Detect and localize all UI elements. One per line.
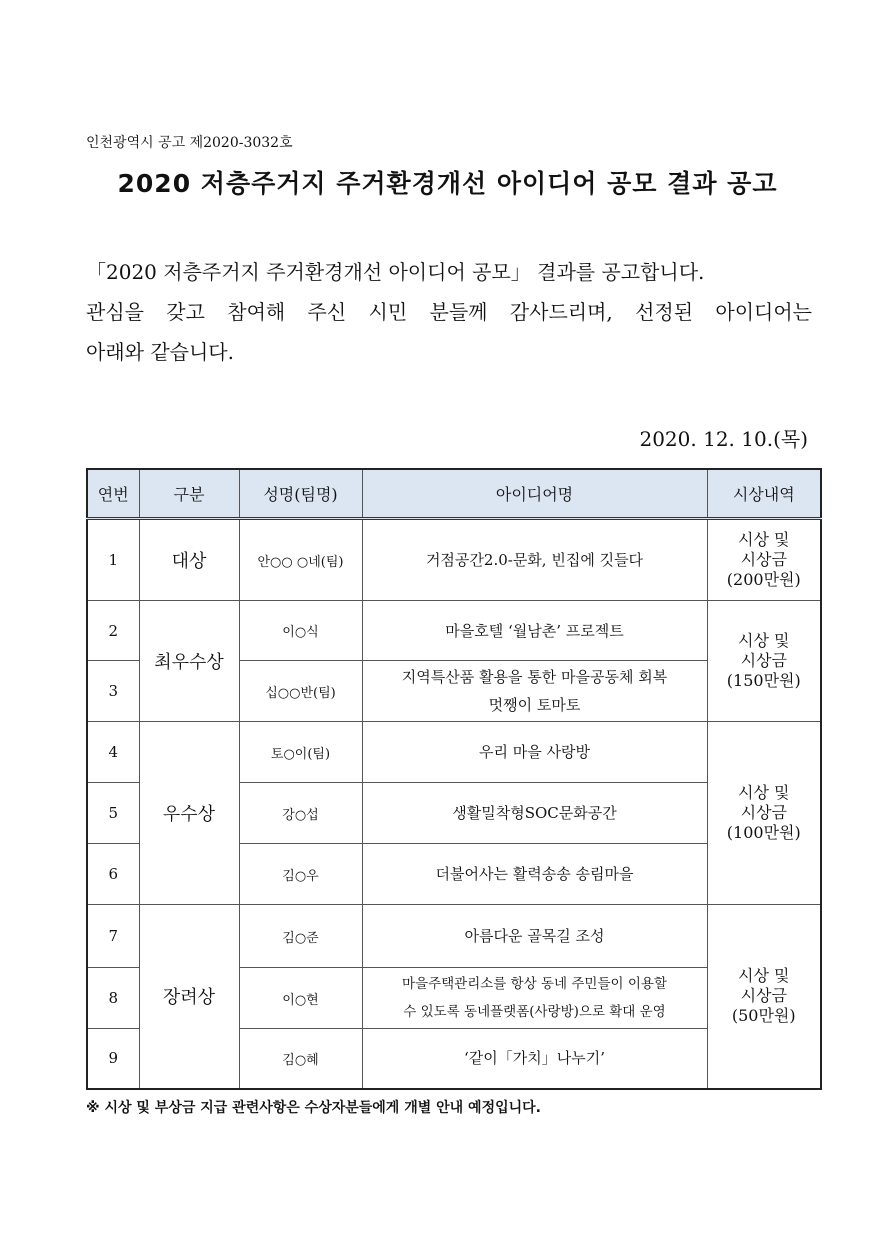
winner-name: 이○식 <box>239 601 362 661</box>
header-no: 연번 <box>87 469 139 519</box>
row-number: 9 <box>87 1029 139 1089</box>
idea-line-1: 생활밀착형SOC문화공간 <box>452 804 617 822</box>
prize-line-1: 시상 및 <box>738 783 790 802</box>
table-header-row <box>87 469 821 519</box>
prize-amount: (50만원) <box>731 1006 796 1026</box>
prize-detail <box>707 601 821 722</box>
row-number: 3 <box>87 661 139 722</box>
prize-amount: (150만원) <box>726 671 801 690</box>
idea-line-1: 더불어사는 활력송송 송림마을 <box>435 865 634 883</box>
idea-line-1: 우리 마을 사랑방 <box>479 743 590 761</box>
table-row <box>87 722 821 783</box>
header-prize: 시상내역 <box>707 469 821 519</box>
notice-date: 2020. 12. 10.(목) <box>639 427 808 451</box>
prize-line-1: 시상 및 <box>738 530 790 549</box>
prize-detail <box>707 905 821 1089</box>
results-table <box>86 468 822 1090</box>
prize-amount: (100만원) <box>726 823 801 842</box>
intro-line-2: 관심을 갖고 참여해 주신 시민 분들께 감사드리며, 선정된 아이디어는 <box>86 300 812 324</box>
page-title: 2020 저층주거지 주거환경개선 아이디어 공모 결과 공고 <box>117 169 778 198</box>
idea-title <box>362 601 707 661</box>
row-number: 4 <box>87 722 139 783</box>
row-number: 5 <box>87 783 139 844</box>
header-name: 성명(팀명) <box>239 469 362 519</box>
table-row <box>87 905 821 968</box>
header-idea: 아이디어명 <box>362 469 707 519</box>
row-number: 7 <box>87 905 139 968</box>
award-category: 우수상 <box>139 722 239 905</box>
prize-detail <box>707 519 821 601</box>
idea-line-1: 지역특산품 활용을 통한 마을공동체 회복 <box>401 668 668 686</box>
row-number: 1 <box>87 519 139 601</box>
winner-name: 이○현 <box>239 968 362 1029</box>
row-number: 6 <box>87 844 139 905</box>
award-category: 최우수상 <box>139 601 239 722</box>
intro-line-1: 「2020 저층주거지 주거환경개선 아이디어 공모」 결과를 공고합니다. <box>86 260 705 284</box>
idea-title <box>362 661 707 722</box>
footnote: ※ 시상 및 부상금 지급 관련사항은 수상자분들에게 개별 안내 예정입니다. <box>86 1100 541 1116</box>
prize-line-2: 시상금 <box>740 550 787 569</box>
award-category: 대상 <box>139 519 239 601</box>
prize-detail <box>707 722 821 905</box>
idea-title <box>362 905 707 968</box>
prize-line-2: 시상금 <box>740 651 787 670</box>
idea-line-1: 마을호텔 ‘월남촌’ 프로젝트 <box>445 621 624 640</box>
header-category: 구분 <box>139 469 239 519</box>
award-category: 장려상 <box>139 905 239 1089</box>
idea-title <box>362 844 707 905</box>
idea-line-1: 거점공간2.0-문화, 빈집에 깃들다 <box>425 551 644 569</box>
idea-title <box>362 722 707 783</box>
winner-name: 김○준 <box>239 905 362 968</box>
table-row <box>87 519 821 601</box>
prize-line-2: 시상금 <box>740 803 787 822</box>
idea-title <box>362 968 707 1029</box>
idea-line-2: 수 있도록 동네플랫폼(사랑방)으로 확대 운영 <box>403 1004 666 1020</box>
prize-line-2: 시상금 <box>740 986 787 1006</box>
winner-name: 안○○ ○네(팀) <box>239 519 362 601</box>
winner-name: 김○우 <box>239 844 362 905</box>
table-row <box>87 601 821 661</box>
idea-title <box>362 519 707 601</box>
prize-line-1: 시상 및 <box>738 631 790 650</box>
row-number: 2 <box>87 601 139 661</box>
winner-name: 김○혜 <box>239 1029 362 1089</box>
intro-paragraph <box>86 252 812 372</box>
winner-name: 토○이(팀) <box>239 722 362 783</box>
notice-number: 인천광역시 공고 제2020-3032호 <box>86 135 293 151</box>
winner-name: 강○섭 <box>239 783 362 844</box>
row-number: 8 <box>87 968 139 1029</box>
prize-amount: (200만원) <box>726 570 801 589</box>
idea-line-1: ‘같이「가치」나누기’ <box>464 1049 605 1068</box>
idea-line-1: 아름다운 골목길 조성 <box>464 927 605 945</box>
idea-title <box>362 783 707 844</box>
idea-line-1: 마을주택관리소를 항상 동네 주민들이 이용할 <box>402 976 667 992</box>
winner-name: 십○○반(팀) <box>239 661 362 722</box>
idea-line-2: 멋쨍이 토마토 <box>488 696 581 714</box>
idea-title <box>362 1029 707 1089</box>
intro-line-3: 아래와 같습니다. <box>86 340 234 364</box>
prize-line-1: 시상 및 <box>738 966 790 986</box>
